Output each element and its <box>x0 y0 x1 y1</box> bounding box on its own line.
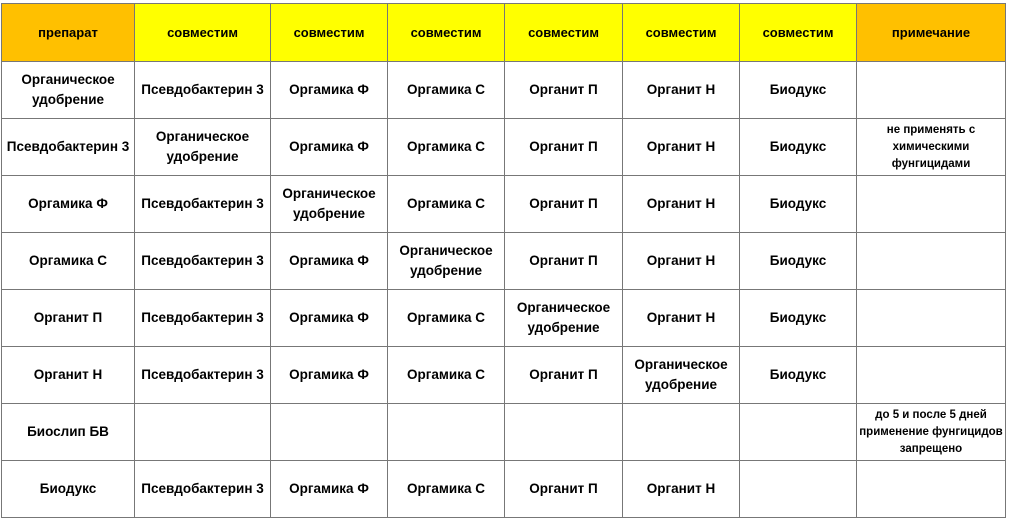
compatible-cell: Органит П <box>505 461 623 518</box>
compatible-cell <box>623 404 740 461</box>
compatible-cell: Оргамика Ф <box>271 119 388 176</box>
compatible-cell: Органит П <box>505 119 623 176</box>
header-cell: совместим <box>505 4 623 62</box>
header-row <box>2 4 1006 62</box>
compatible-cell: Органическое удобрение <box>271 176 388 233</box>
compatible-cell: Органическое удобрение <box>388 233 505 290</box>
compatible-cell: Оргамика С <box>388 461 505 518</box>
product-name-cell: Биодукс <box>2 461 135 518</box>
compatible-cell: Оргамика Ф <box>271 233 388 290</box>
compatible-cell: Псевдобактерин 3 <box>135 347 271 404</box>
compatible-cell: Оргамика С <box>388 176 505 233</box>
compatible-cell: Псевдобактерин 3 <box>135 233 271 290</box>
compatible-cell: Биодукс <box>740 119 857 176</box>
product-name-cell: Псевдобактерин 3 <box>2 119 135 176</box>
compatible-cell: Биодукс <box>740 290 857 347</box>
table-row <box>2 347 1006 404</box>
compatible-cell: Органит Н <box>623 461 740 518</box>
compatible-cell <box>271 404 388 461</box>
header-cell: совместим <box>388 4 505 62</box>
compatible-cell: Псевдобактерин 3 <box>135 290 271 347</box>
table-row <box>2 119 1006 176</box>
table-row <box>2 290 1006 347</box>
header-cell: совместим <box>740 4 857 62</box>
table-row <box>2 404 1006 461</box>
compatible-cell: Псевдобактерин 3 <box>135 176 271 233</box>
compatibility-table <box>1 3 1006 518</box>
compatible-cell: Биодукс <box>740 233 857 290</box>
header-cell: препарат <box>2 4 135 62</box>
header-cell: примечание <box>857 4 1006 62</box>
product-name-cell: Органическое удобрение <box>2 62 135 119</box>
compatible-cell: Органит Н <box>623 62 740 119</box>
header-cell: совместим <box>135 4 271 62</box>
compatible-cell: Органическое удобрение <box>505 290 623 347</box>
compatible-cell: Псевдобактерин 3 <box>135 62 271 119</box>
compatible-cell <box>740 404 857 461</box>
compatible-cell <box>388 404 505 461</box>
compatible-cell: Органит П <box>505 347 623 404</box>
product-name-cell: Органит П <box>2 290 135 347</box>
compatible-cell: Оргамика Ф <box>271 62 388 119</box>
table-row <box>2 62 1006 119</box>
note-cell <box>857 176 1006 233</box>
compatible-cell: Органит Н <box>623 176 740 233</box>
compatible-cell: Оргамика С <box>388 290 505 347</box>
compatible-cell: Органит П <box>505 176 623 233</box>
compatible-cell: Псевдобактерин 3 <box>135 461 271 518</box>
compatible-cell: Оргамика Ф <box>271 347 388 404</box>
compatible-cell: Оргамика С <box>388 62 505 119</box>
table-row <box>2 233 1006 290</box>
note-cell <box>857 461 1006 518</box>
compatible-cell <box>505 404 623 461</box>
note-cell: до 5 и после 5 дней применение фунгицидов запрещено <box>857 404 1006 461</box>
table-row <box>2 461 1006 518</box>
product-name-cell: Оргамика Ф <box>2 176 135 233</box>
compatible-cell: Оргамика Ф <box>271 290 388 347</box>
compatible-cell <box>740 461 857 518</box>
compatible-cell: Биодукс <box>740 347 857 404</box>
product-name-cell: Оргамика С <box>2 233 135 290</box>
compatible-cell: Оргамика Ф <box>271 461 388 518</box>
compatible-cell: Органит Н <box>623 233 740 290</box>
product-name-cell: Биослип БВ <box>2 404 135 461</box>
header-cell: совместим <box>623 4 740 62</box>
note-cell <box>857 62 1006 119</box>
compatible-cell: Биодукс <box>740 176 857 233</box>
note-cell: не применять с химическими фунгицидами <box>857 119 1006 176</box>
compatible-cell: Оргамика С <box>388 347 505 404</box>
compatible-cell: Органическое удобрение <box>623 347 740 404</box>
compatible-cell: Биодукс <box>740 62 857 119</box>
header-cell: совместим <box>271 4 388 62</box>
note-cell <box>857 290 1006 347</box>
table-row <box>2 176 1006 233</box>
note-cell <box>857 347 1006 404</box>
compatible-cell: Органит Н <box>623 290 740 347</box>
compatible-cell: Органит П <box>505 233 623 290</box>
compatible-cell: Органит Н <box>623 119 740 176</box>
product-name-cell: Органит Н <box>2 347 135 404</box>
compatible-cell <box>135 404 271 461</box>
note-cell <box>857 233 1006 290</box>
compatible-cell: Органит П <box>505 62 623 119</box>
compatible-cell: Оргамика С <box>388 119 505 176</box>
compatible-cell: Органическое удобрение <box>135 119 271 176</box>
